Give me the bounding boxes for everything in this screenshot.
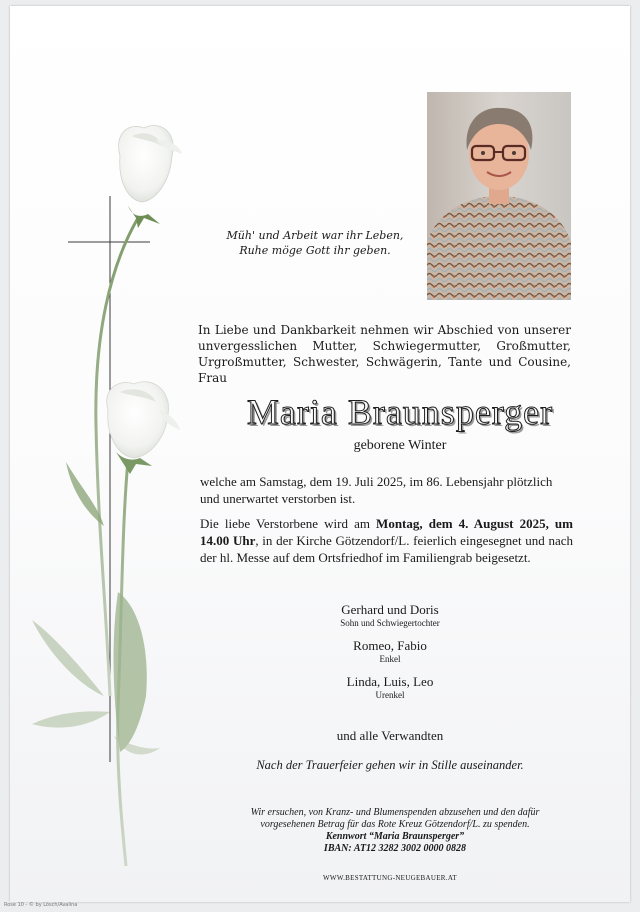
birth-name: geborene Winter: [353, 438, 447, 453]
closing-text: Nach der Trauerfeier gehen wir in Stille auseinander.: [256, 758, 524, 772]
leaf: [32, 711, 110, 727]
intro-text: In Liebe und Dankbarkeit nehmen wir Abschied von unserer unvergesslichen Mutter, Schwiegermutter, Großmutter, Urgroßmutter, Schwester, Schwägerin, Tante und Cousine, Frau: [198, 323, 571, 385]
portrait-photo: [427, 92, 571, 300]
deceased-name: Maria Braunsperger: [246, 392, 554, 432]
donation-line: vorgesehenen Betrag für das Rote Kreuz Götzendorf/L. zu spenden.: [260, 819, 530, 830]
donation-keyword: Kennwort “Maria Braunsperger”: [325, 831, 465, 842]
rose-top: [119, 126, 182, 228]
obituary-card: [10, 6, 630, 902]
funeral-prefix: Die liebe Verstorbene wird am: [200, 516, 377, 531]
funeral-date-time: Montag, dem 4. August 2025, um 14.00 Uhr: [200, 516, 573, 548]
donation-request: [200, 807, 590, 855]
donation-line: Wir ersuchen, von Kranz- und Blumenspenden abzusehen und den dafür: [250, 807, 540, 818]
rose-cross-artwork: [10, 6, 210, 902]
funeral-notice: [200, 515, 573, 566]
design-credit: Rose 10 - © by Lösch/Avalina: [4, 902, 78, 908]
funeral-home-website: WWW.BESTATTUNG-NEUGEBAUER.AT: [323, 874, 457, 882]
donation-iban: IBAN: AT12 3282 3002 0000 0828: [323, 843, 467, 854]
leaf: [114, 592, 147, 752]
mourner-relation: Sohn und Schwiegertochter: [340, 618, 440, 628]
memorial-quote: [215, 228, 415, 258]
relatives-text: und alle Verwandten: [336, 728, 444, 743]
funeral-suffix: , in der Kirche Götzendorf/L. feierlich eingesegnet und nach der hl. Messe auf dem Ortsfriedhof im Familiengrab beigesetzt.: [200, 533, 573, 565]
quote-line: Müh' und Arbeit war ihr Leben,: [226, 229, 404, 242]
mourner-name: Gerhard und Doris: [341, 602, 439, 617]
portrait-illustration: [427, 92, 571, 300]
mourner-name: Linda, Luis, Leo: [346, 674, 434, 689]
mourners-list: [290, 602, 490, 710]
quote-line: Ruhe möge Gott ihr geben.: [239, 244, 391, 257]
mourner-relation: Urenkel: [375, 690, 405, 700]
mourner-name: Romeo, Fabio: [353, 638, 427, 653]
leaf: [32, 620, 104, 696]
mourner-relation: Enkel: [379, 654, 401, 664]
death-notice: welche am Samstag, dem 19. Juli 2025, im 86. Lebensjahr plötzlich und unerwartet verstorben ist.: [200, 474, 553, 506]
